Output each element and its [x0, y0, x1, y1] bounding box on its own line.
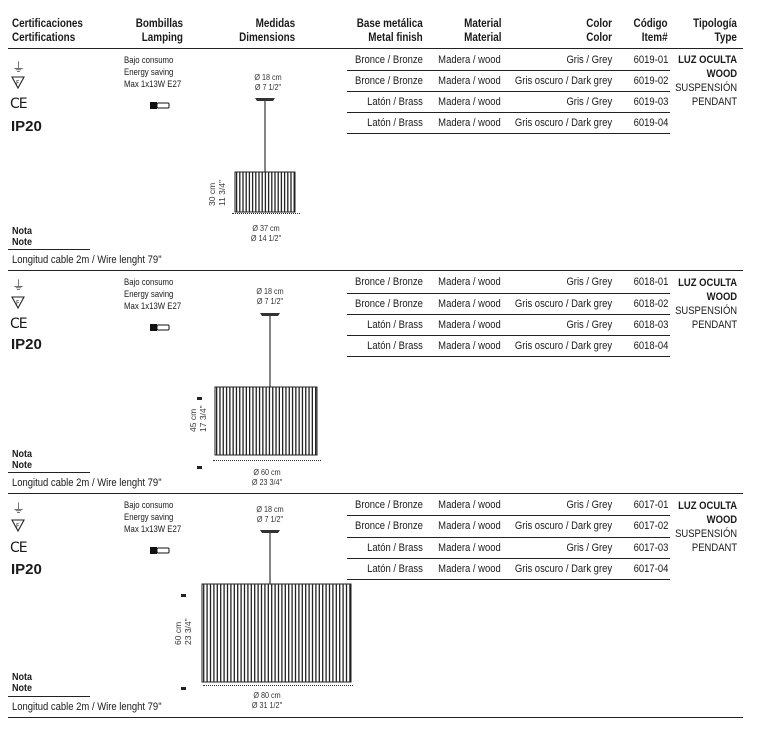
dim-canopy-diameter — [243, 72, 294, 92]
product-type — [675, 499, 737, 555]
row-divider — [347, 314, 670, 315]
row-finish: Latón / Brass — [367, 96, 423, 108]
dim-height-cm: 30 cm — [207, 182, 217, 206]
dim-shade-in: Ø 23 3/4" — [251, 477, 283, 487]
row-color: Gris / Grey — [566, 542, 612, 554]
row-color: Gris oscuro / Dark grey — [514, 340, 612, 352]
row-material: Madera / wood — [438, 298, 501, 310]
header-material-es: Material — [463, 18, 501, 30]
row-color: Gris oscuro / Dark grey — [514, 520, 612, 532]
header-lamping-en: Lamping — [141, 32, 183, 44]
cable-length: Longitud cable 2m / Wire lenght 79" — [12, 254, 162, 266]
row-material: Madera / wood — [438, 117, 501, 129]
row-material: Madera / wood — [438, 96, 501, 108]
row-finish: Latón / Brass — [367, 542, 423, 554]
row-code: 6017-03 — [633, 542, 668, 554]
section-divider — [8, 717, 743, 718]
note-es: Nota — [12, 448, 33, 460]
ce-mark-icon: CE — [10, 96, 27, 112]
row-code: 6019-04 — [633, 117, 668, 129]
note-label — [12, 226, 32, 248]
row-code: 6019-02 — [633, 75, 668, 87]
dim-shade-diameter — [242, 690, 293, 710]
header-material-en: Material — [463, 32, 501, 44]
dim-shade-diameter — [242, 467, 293, 487]
dim-canopy-cm: Ø 18 cm — [254, 72, 282, 82]
row-finish: Latón / Brass — [367, 117, 423, 129]
dim-bottom-tick — [197, 457, 203, 475]
dim-height-cm: 45 cm — [188, 408, 198, 432]
header-dimensions-en: Dimensions — [238, 32, 295, 44]
type-line-4: PENDANT — [691, 96, 737, 108]
pendant-drawing-small — [225, 90, 305, 220]
type-line-1: LUZ OCULTA — [677, 277, 737, 289]
lamping-line-3: Max 1x13W E27 — [124, 301, 182, 312]
row-color: Gris oscuro / Dark grey — [514, 298, 612, 310]
header-type-es: Tipología — [693, 18, 737, 30]
dim-shade-cm: Ø 60 cm — [253, 467, 281, 477]
dim-canopy-diameter — [245, 286, 296, 306]
note-label — [12, 672, 32, 694]
row-finish: Bronce / Bronze — [355, 520, 423, 532]
dim-top-tick — [197, 388, 203, 406]
row-finish: Latón / Brass — [367, 319, 423, 331]
row-color: Gris oscuro / Dark grey — [514, 563, 612, 575]
row-finish: Bronce / Bronze — [355, 54, 423, 66]
row-color: Gris oscuro / Dark grey — [514, 75, 612, 87]
dim-shade-diameter — [241, 223, 292, 243]
dim-top-tick — [181, 585, 187, 603]
row-divider — [347, 293, 670, 294]
type-line-4: PENDANT — [691, 319, 737, 331]
row-divider — [347, 91, 670, 92]
row-material: Madera / wood — [438, 520, 501, 532]
header-certifications-en: Certifications — [12, 32, 76, 44]
section-divider — [8, 270, 743, 271]
row-color: Gris / Grey — [566, 96, 612, 108]
pendant-drawing-medium — [205, 305, 325, 465]
dim-height-cm: 60 cm — [173, 621, 183, 645]
header-type — [693, 17, 737, 45]
header-certifications — [12, 17, 83, 45]
lamping-line-3: Max 1x13W E27 — [124, 79, 182, 90]
type-line-2: WOOD — [706, 291, 737, 303]
dim-width-line — [203, 685, 353, 686]
row-code: 6017-01 — [633, 499, 668, 511]
row-color: Gris / Grey — [566, 499, 612, 511]
svg-text:F: F — [16, 522, 20, 530]
row-finish: Latón / Brass — [367, 563, 423, 575]
dim-canopy-cm: Ø 18 cm — [256, 286, 284, 296]
dim-canopy-diameter — [245, 504, 296, 524]
header-certifications-es: Certificaciones — [12, 18, 83, 30]
dim-height-in: 11 3/4" — [217, 179, 227, 206]
triangle-f-mark-icon — [11, 519, 25, 537]
row-material: Madera / wood — [438, 276, 501, 288]
bulb-icon — [150, 97, 170, 115]
lamping-line-1: Bajo consumo — [124, 277, 174, 288]
note-es: Nota — [12, 225, 33, 237]
row-divider — [347, 537, 670, 538]
row-color: Gris / Grey — [566, 54, 612, 66]
dim-canopy-in: Ø 7 1/2" — [256, 514, 284, 524]
dim-canopy-in: Ø 7 1/2" — [256, 296, 284, 306]
note-underline — [8, 472, 90, 473]
header-metal-finish-en: Metal finish — [368, 32, 423, 44]
note-en: Note — [12, 682, 33, 694]
lamping-info — [124, 55, 194, 91]
note-underline — [8, 249, 90, 250]
note-en: Note — [12, 459, 33, 471]
row-material: Madera / wood — [438, 499, 501, 511]
row-divider — [347, 133, 670, 134]
ip-rating: IP20 — [11, 118, 42, 135]
row-material: Madera / wood — [438, 542, 501, 554]
note-es: Nota — [12, 671, 33, 683]
row-code: 6017-02 — [633, 520, 668, 532]
dim-shade-cm: Ø 80 cm — [253, 690, 281, 700]
lamping-line-1: Bajo consumo — [124, 55, 174, 66]
type-line-4: PENDANT — [691, 542, 737, 554]
type-line-3: SUSPENSIÓN — [674, 305, 737, 317]
row-divider — [347, 112, 670, 113]
row-divider — [347, 515, 670, 516]
header-item-en: Item# — [642, 32, 668, 44]
row-divider — [347, 579, 670, 580]
cable-length: Longitud cable 2m / Wire lenght 79" — [12, 477, 162, 489]
row-code: 6018-02 — [633, 298, 668, 310]
earth-symbol-icon: ⏚ — [12, 502, 26, 517]
row-code: 6019-03 — [633, 96, 668, 108]
type-line-2: WOOD — [706, 68, 737, 80]
header-divider — [8, 48, 743, 49]
dim-canopy-cm: Ø 18 cm — [256, 504, 284, 514]
ip-rating: IP20 — [11, 336, 42, 353]
dim-height-in: 17 3/4" — [198, 405, 208, 432]
row-material: Madera / wood — [438, 340, 501, 352]
header-color — [586, 17, 612, 45]
svg-text:F: F — [16, 299, 20, 307]
lamping-line-2: Energy saving — [124, 512, 174, 523]
header-metal-finish — [357, 17, 423, 45]
triangle-f-mark-icon — [11, 76, 25, 94]
bulb-icon — [150, 319, 170, 337]
row-material: Madera / wood — [438, 563, 501, 575]
header-item — [634, 17, 668, 45]
section-divider — [8, 493, 743, 494]
product-type — [675, 276, 737, 332]
row-divider — [347, 335, 670, 336]
header-lamping-es: Bombillas — [135, 18, 183, 30]
row-color: Gris / Grey — [566, 319, 612, 331]
ip-rating: IP20 — [11, 561, 42, 578]
row-color: Gris / Grey — [566, 276, 612, 288]
row-code: 6018-01 — [633, 276, 668, 288]
lamping-line-2: Energy saving — [124, 289, 174, 300]
note-underline — [8, 696, 90, 697]
lamping-info — [124, 277, 194, 313]
header-color-en: Color — [586, 32, 612, 44]
row-code: 6019-01 — [633, 54, 668, 66]
dim-height-in: 23 3/4" — [183, 618, 193, 645]
row-finish: Latón / Brass — [367, 340, 423, 352]
header-dimensions — [239, 17, 295, 45]
dim-shade-in: Ø 14 1/2" — [250, 233, 282, 243]
pendant-drawing-large — [195, 522, 360, 687]
cable-length: Longitud cable 2m / Wire lenght 79" — [12, 701, 162, 713]
row-color: Gris oscuro / Dark grey — [514, 117, 612, 129]
header-item-es: Código — [633, 18, 668, 30]
dim-shade-cm: Ø 37 cm — [252, 223, 280, 233]
earth-symbol-icon: ⏚ — [12, 61, 26, 76]
row-finish: Bronce / Bronze — [355, 75, 423, 87]
lamping-line-3: Max 1x13W E27 — [124, 524, 182, 535]
row-finish: Bronce / Bronze — [355, 298, 423, 310]
header-type-en: Type — [714, 32, 737, 44]
dim-width-line — [232, 213, 300, 214]
dim-height — [207, 180, 227, 206]
row-code: 6017-04 — [633, 563, 668, 575]
header-color-es: Color — [586, 18, 612, 30]
row-finish: Bronce / Bronze — [355, 276, 423, 288]
row-divider — [347, 558, 670, 559]
row-material: Madera / wood — [438, 54, 501, 66]
product-type — [675, 53, 737, 109]
dim-height — [188, 405, 208, 432]
ce-mark-icon: CE — [10, 316, 27, 332]
note-label — [12, 449, 32, 471]
header-material — [464, 17, 501, 45]
row-divider — [347, 356, 670, 357]
header-metal-finish-es: Base metálica — [357, 18, 423, 30]
row-material: Madera / wood — [438, 75, 501, 87]
dim-height — [173, 618, 193, 645]
ce-mark-icon: CE — [10, 540, 27, 556]
type-line-3: SUSPENSIÓN — [674, 528, 737, 540]
header-dimensions-es: Medidas — [255, 18, 295, 30]
type-line-2: WOOD — [706, 514, 737, 526]
row-code: 6018-04 — [633, 340, 668, 352]
dim-width-line — [213, 460, 321, 461]
row-divider — [347, 70, 670, 71]
earth-symbol-icon: ⏚ — [12, 279, 26, 294]
type-line-1: LUZ OCULTA — [677, 54, 737, 66]
type-line-3: SUSPENSIÓN — [674, 82, 737, 94]
dim-shade-in: Ø 31 1/2" — [251, 700, 283, 710]
row-material: Madera / wood — [438, 319, 501, 331]
lamping-line-2: Energy saving — [124, 67, 174, 78]
triangle-f-mark-icon — [11, 296, 25, 314]
row-code: 6018-03 — [633, 319, 668, 331]
header-lamping — [136, 17, 183, 45]
dim-canopy-in: Ø 7 1/2" — [254, 82, 282, 92]
bulb-icon — [150, 542, 170, 560]
lamping-line-1: Bajo consumo — [124, 500, 174, 511]
row-finish: Bronce / Bronze — [355, 499, 423, 511]
lamping-info — [124, 500, 194, 536]
svg-text:F: F — [16, 79, 20, 87]
note-en: Note — [12, 236, 33, 248]
type-line-1: LUZ OCULTA — [677, 500, 737, 512]
dim-bottom-tick — [181, 678, 187, 696]
